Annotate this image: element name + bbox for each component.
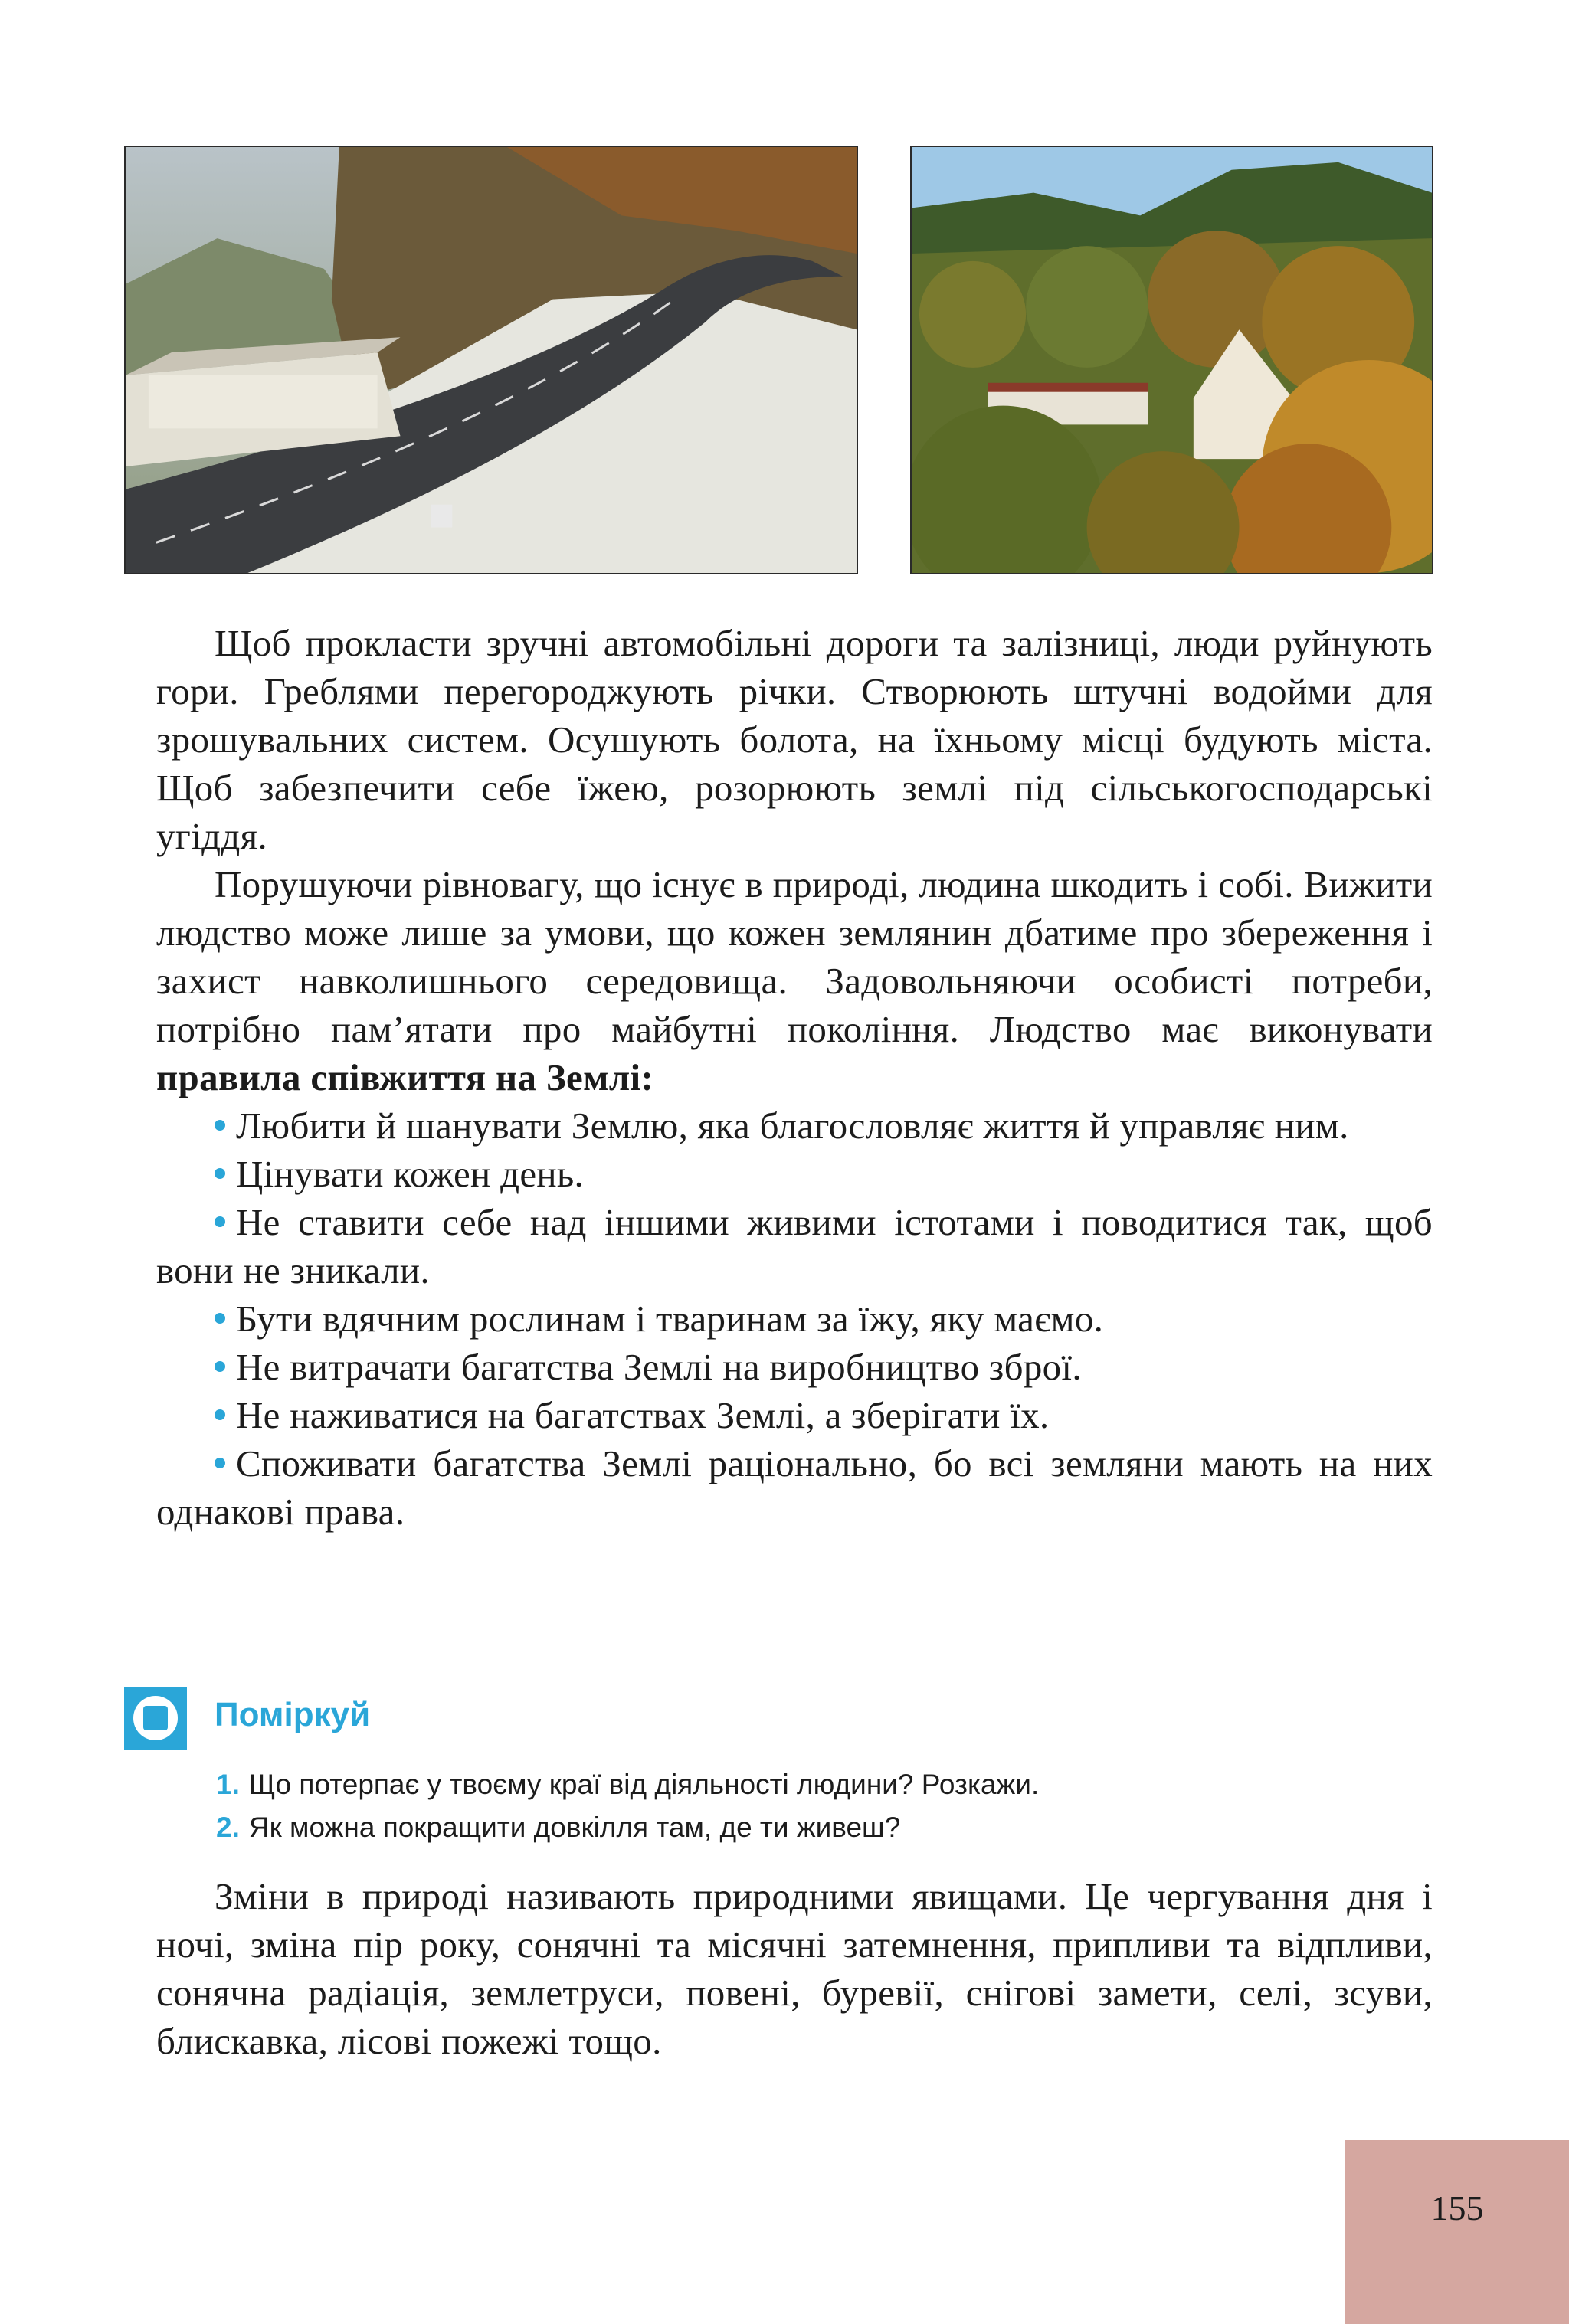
rules-heading: правила співжиття на Землі: <box>156 1056 654 1098</box>
bullet-icon <box>215 1361 225 1372</box>
rules-list <box>156 1101 1433 1536</box>
question-text: Що потерпає у твоєму краї від діяльності людини? Розкажи. <box>248 1769 1040 1800</box>
rule-text: Любити й шанувати Землю, яка благословляє життя й управляє ним. <box>236 1105 1349 1147</box>
list-item <box>156 1101 1433 1150</box>
list-item <box>156 1198 1433 1295</box>
main-text-block <box>156 619 1433 1536</box>
list-item <box>156 1150 1433 1198</box>
question-text: Як можна покращити довкілля там, де ти живеш? <box>248 1812 901 1843</box>
question-number: 2. <box>216 1812 240 1843</box>
page-number-tab <box>1345 2140 1569 2324</box>
questions-list <box>216 1763 1039 1849</box>
list-item <box>156 1439 1433 1536</box>
list-item <box>156 1295 1433 1343</box>
question-number: 1. <box>216 1769 240 1800</box>
rule-text: Не наживатися на багатствах Землі, а зберігати їх. <box>236 1394 1050 1436</box>
think-title: Поміркуй <box>215 1696 371 1733</box>
rule-text: Не витрачати багатства Землі на виробництво зброї. <box>236 1346 1082 1388</box>
natural-phenomena-text <box>156 1872 1433 2065</box>
rule-text: Не ставити себе над іншими живими істотами і поводитися так, щоб вони не зникали. <box>156 1201 1433 1291</box>
paragraph-balance <box>156 860 1433 1101</box>
list-item <box>156 1343 1433 1391</box>
paragraph-balance-text: Порушуючи рівновагу, що існує в природі, людина шкодить і собі. Вижити людство може лише за умови, що кожен землянин дбатиме про збереження і захист навколишнього середовища. Задовольняючи особисті потреби, потрібно пам’ятати про майбутні покоління. Людство має виконувати <box>156 863 1433 1050</box>
rule-text: Бути вдячним рослинам і тваринам за їжу, яку маємо. <box>236 1298 1104 1340</box>
bullet-icon <box>215 1409 225 1420</box>
bullet-icon <box>215 1216 225 1227</box>
paragraph-infrastructure: Щоб прокласти зручні автомобільні дороги та залізниці, люди руйнують гори. Греблями перегороджують річки. Створюють штучні водойми для зрошувальних систем. Осушують болота, на їхньому місці будують міста. Щоб забезпечити себе їжею, розорюють землі під сільськогосподарські угіддя. <box>156 622 1433 857</box>
question-item <box>216 1763 1039 1806</box>
page-number: 155 <box>1430 2188 1484 2227</box>
question-item <box>216 1806 1039 1849</box>
paragraph-phenomena: Зміни в природі називають природними явищами. Це чергування дня і ночі, зміна пір року, сонячні та місячні затемнення, припливи та відпливи, сонячна радіація, землетруси, повені, буревії, снігові замети, селі, зсуви, блискавка, лісові пожежі тощо. <box>156 1875 1433 2062</box>
rule-text: Споживати багатства Землі раціонально, бо всі земляни мають на них однакові права. <box>156 1442 1433 1533</box>
list-item <box>156 1391 1433 1439</box>
think-icon-square <box>143 1706 168 1730</box>
rule-text: Цінувати кожен день. <box>236 1153 585 1195</box>
bullet-icon <box>215 1458 225 1468</box>
think-icon <box>124 1687 187 1750</box>
forest-village-photo <box>910 146 1433 574</box>
bullet-icon <box>215 1168 225 1179</box>
bullet-icon <box>215 1313 225 1324</box>
bullet-icon <box>215 1120 225 1131</box>
mountain-road-photo <box>124 146 858 574</box>
